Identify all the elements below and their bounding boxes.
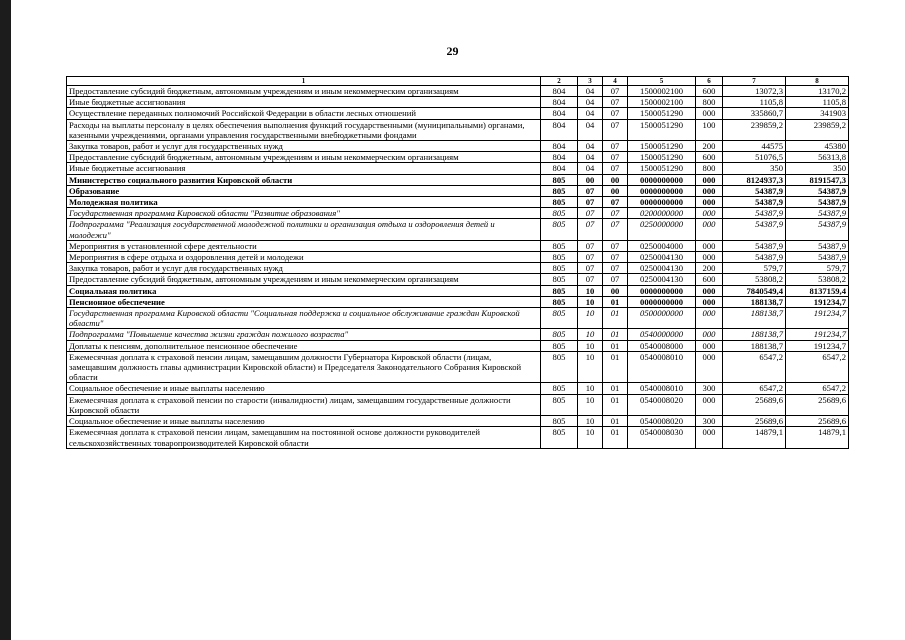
cell-subsection: 01 <box>603 329 628 340</box>
cell-amount-year-1: 335860,7 <box>723 108 786 119</box>
cell-department-code: 805 <box>541 240 578 251</box>
cell-amount-year-2: 191234,7 <box>786 308 849 329</box>
row-name: Доплаты к пенсиям, дополнительное пенсионное обеспечение <box>67 340 541 351</box>
cell-department-code: 804 <box>541 119 578 140</box>
cell-expense-type: 000 <box>696 340 723 351</box>
cell-amount-year-1: 188138,7 <box>723 308 786 329</box>
column-header-4: 4 <box>603 77 628 86</box>
row-name: Ежемесячная доплата к страховой пенсии по старости (инвалидности) лицам, замещавшим государственные должности Кировской области <box>67 394 541 415</box>
cell-amount-year-2: 191234,7 <box>786 340 849 351</box>
cell-subsection: 07 <box>603 119 628 140</box>
cell-department-code: 805 <box>541 274 578 285</box>
cell-section: 07 <box>578 185 603 196</box>
row-name: Закупка товаров, работ и услуг для государственных нужд <box>67 141 541 152</box>
column-header-2: 2 <box>541 77 578 86</box>
cell-amount-year-1: 239859,2 <box>723 119 786 140</box>
cell-section: 10 <box>578 329 603 340</box>
cell-target-article: 1500002100 <box>628 97 696 108</box>
cell-target-article: 1500051290 <box>628 119 696 140</box>
cell-target-article: 0250000000 <box>628 219 696 240</box>
table-row <box>67 263 849 274</box>
row-name: Пенсионное обеспечение <box>67 296 541 307</box>
cell-amount-year-1: 6547,2 <box>723 383 786 394</box>
cell-section: 04 <box>578 141 603 152</box>
column-header-3: 3 <box>578 77 603 86</box>
cell-expense-type: 100 <box>696 119 723 140</box>
table-row <box>67 108 849 119</box>
cell-expense-type: 000 <box>696 394 723 415</box>
cell-target-article: 1500051290 <box>628 108 696 119</box>
cell-subsection: 07 <box>603 141 628 152</box>
cell-amount-year-1: 54387,9 <box>723 252 786 263</box>
cell-expense-type: 200 <box>696 141 723 152</box>
table-row <box>67 285 849 296</box>
cell-subsection: 07 <box>603 274 628 285</box>
cell-amount-year-1: 1105,8 <box>723 97 786 108</box>
cell-subsection: 07 <box>603 86 628 97</box>
cell-amount-year-2: 54387,9 <box>786 208 849 219</box>
cell-expense-type: 300 <box>696 383 723 394</box>
cell-amount-year-1: 579,7 <box>723 263 786 274</box>
cell-subsection: 00 <box>603 174 628 185</box>
cell-department-code: 805 <box>541 383 578 394</box>
cell-amount-year-2: 56313,8 <box>786 152 849 163</box>
cell-target-article: 1500002100 <box>628 86 696 97</box>
cell-expense-type: 000 <box>696 197 723 208</box>
cell-subsection: 07 <box>603 219 628 240</box>
cell-department-code: 805 <box>541 416 578 427</box>
row-name: Предоставление субсидий бюджетным, автономным учреждениям и иным некоммерческим организациям <box>67 274 541 285</box>
cell-target-article: 0000000000 <box>628 296 696 307</box>
cell-expense-type: 000 <box>696 427 723 448</box>
table-row <box>67 152 849 163</box>
cell-amount-year-2: 191234,7 <box>786 296 849 307</box>
table-row <box>67 308 849 329</box>
cell-department-code: 805 <box>541 296 578 307</box>
table-row <box>67 383 849 394</box>
cell-expense-type: 000 <box>696 108 723 119</box>
row-name: Министерство социального развития Кировской области <box>67 174 541 185</box>
page-number: 29 <box>446 44 459 58</box>
cell-expense-type: 000 <box>696 296 723 307</box>
cell-expense-type: 200 <box>696 263 723 274</box>
table-row <box>67 274 849 285</box>
row-name: Ежемесячная доплата к страховой пенсии лицам, замещавшим на постоянной основе должности руководителей сельскохозяйственных товаропроизводителей Кировской области <box>67 427 541 448</box>
cell-amount-year-2: 45380 <box>786 141 849 152</box>
row-name: Иные бюджетные ассигнования <box>67 163 541 174</box>
cell-target-article: 0250004130 <box>628 274 696 285</box>
cell-amount-year-2: 54387,9 <box>786 185 849 196</box>
table-row <box>67 240 849 251</box>
cell-section: 07 <box>578 219 603 240</box>
table-row <box>67 174 849 185</box>
cell-department-code: 804 <box>541 152 578 163</box>
cell-department-code: 805 <box>541 252 578 263</box>
table-row <box>67 185 849 196</box>
cell-subsection: 01 <box>603 427 628 448</box>
cell-target-article: 0250004130 <box>628 252 696 263</box>
cell-amount-year-1: 188138,7 <box>723 296 786 307</box>
row-name: Социальное обеспечение и иные выплаты населению <box>67 383 541 394</box>
row-name: Ежемесячная доплата к страховой пенсии лицам, замещавшим должности Губернатора Кировской области (лицам, замещавшим должность главы администрации Кировской области) и Председателя Законодательного Собрания Кировской области <box>67 351 541 383</box>
table-row <box>67 163 849 174</box>
cell-subsection: 01 <box>603 296 628 307</box>
cell-amount-year-1: 54387,9 <box>723 240 786 251</box>
row-name: Государственная программа Кировской области "Социальная поддержка и социальное обслуживание граждан Кировской области" <box>67 308 541 329</box>
cell-expense-type: 600 <box>696 152 723 163</box>
cell-section: 07 <box>578 197 603 208</box>
cell-amount-year-2: 8191547,3 <box>786 174 849 185</box>
cell-expense-type: 000 <box>696 185 723 196</box>
cell-section: 10 <box>578 427 603 448</box>
cell-section: 10 <box>578 351 603 383</box>
table-row <box>67 141 849 152</box>
cell-department-code: 805 <box>541 285 578 296</box>
cell-subsection: 07 <box>603 240 628 251</box>
cell-section: 10 <box>578 285 603 296</box>
cell-target-article: 0540008000 <box>628 340 696 351</box>
cell-department-code: 805 <box>541 208 578 219</box>
cell-expense-type: 000 <box>696 240 723 251</box>
table-row <box>67 329 849 340</box>
cell-amount-year-1: 6547,2 <box>723 351 786 383</box>
cell-amount-year-2: 191234,7 <box>786 329 849 340</box>
cell-department-code: 805 <box>541 263 578 274</box>
cell-subsection: 01 <box>603 394 628 415</box>
cell-target-article: 0540008030 <box>628 427 696 448</box>
table-body <box>67 77 849 449</box>
cell-subsection: 00 <box>603 185 628 196</box>
cell-amount-year-2: 1105,8 <box>786 97 849 108</box>
cell-department-code: 805 <box>541 219 578 240</box>
cell-amount-year-2: 579,7 <box>786 263 849 274</box>
cell-expense-type: 800 <box>696 97 723 108</box>
cell-target-article: 0540008010 <box>628 351 696 383</box>
cell-subsection: 01 <box>603 340 628 351</box>
cell-expense-type: 000 <box>696 174 723 185</box>
cell-amount-year-1: 54387,9 <box>723 219 786 240</box>
cell-section: 04 <box>578 152 603 163</box>
table-row <box>67 219 849 240</box>
table-row <box>67 427 849 448</box>
row-name: Социальная политика <box>67 285 541 296</box>
cell-expense-type: 000 <box>696 285 723 296</box>
cell-amount-year-1: 14879,1 <box>723 427 786 448</box>
cell-target-article: 0540008010 <box>628 383 696 394</box>
row-name: Подпрограмма "Реализация государственной молодежной политики и организация отдыха и оздоровления детей и молодежи" <box>67 219 541 240</box>
cell-subsection: 01 <box>603 351 628 383</box>
row-name: Мероприятия в установленной сфере деятельности <box>67 240 541 251</box>
cell-expense-type: 000 <box>696 329 723 340</box>
cell-amount-year-1: 53808,2 <box>723 274 786 285</box>
cell-section: 07 <box>578 263 603 274</box>
cell-subsection: 07 <box>603 108 628 119</box>
row-name: Закупка товаров, работ и услуг для государственных нужд <box>67 263 541 274</box>
cell-amount-year-2: 239859,2 <box>786 119 849 140</box>
cell-target-article: 0250004130 <box>628 263 696 274</box>
cell-expense-type: 000 <box>696 252 723 263</box>
cell-department-code: 805 <box>541 197 578 208</box>
cell-amount-year-2: 8137159,4 <box>786 285 849 296</box>
cell-department-code: 805 <box>541 329 578 340</box>
column-header-1: 1 <box>67 77 541 86</box>
cell-amount-year-2: 6547,2 <box>786 383 849 394</box>
cell-amount-year-2: 13170,2 <box>786 86 849 97</box>
table-row <box>67 208 849 219</box>
cell-section: 07 <box>578 274 603 285</box>
cell-subsection: 07 <box>603 208 628 219</box>
column-header-7: 7 <box>723 77 786 86</box>
cell-expense-type: 600 <box>696 274 723 285</box>
cell-amount-year-2: 25689,6 <box>786 394 849 415</box>
cell-target-article: 0000000000 <box>628 174 696 185</box>
cell-section: 10 <box>578 308 603 329</box>
row-name: Молодежная политика <box>67 197 541 208</box>
header-row <box>67 77 849 86</box>
cell-department-code: 804 <box>541 86 578 97</box>
cell-target-article: 0250004000 <box>628 240 696 251</box>
cell-amount-year-1: 25689,6 <box>723 416 786 427</box>
cell-expense-type: 600 <box>696 86 723 97</box>
cell-expense-type: 000 <box>696 208 723 219</box>
cell-department-code: 805 <box>541 308 578 329</box>
row-name: Осуществление переданных полномочий Российской Федерации в области лесных отношений <box>67 108 541 119</box>
row-name: Расходы на выплаты персоналу в целях обеспечения выполнения функций государственными (муниципальными) органами, казенными учреждениями, органами управления государственными внебюджетными фондами <box>67 119 541 140</box>
table-row <box>67 252 849 263</box>
row-name: Государственная программа Кировской области "Развитие образования" <box>67 208 541 219</box>
cell-amount-year-1: 188138,7 <box>723 329 786 340</box>
cell-amount-year-2: 25689,6 <box>786 416 849 427</box>
cell-target-article: 1500051290 <box>628 163 696 174</box>
row-name: Социальное обеспечение и иные выплаты населению <box>67 416 541 427</box>
cell-subsection: 01 <box>603 416 628 427</box>
cell-expense-type: 000 <box>696 219 723 240</box>
cell-section: 04 <box>578 119 603 140</box>
table-row <box>67 416 849 427</box>
cell-amount-year-2: 54387,9 <box>786 240 849 251</box>
cell-subsection: 07 <box>603 152 628 163</box>
cell-amount-year-1: 8124937,3 <box>723 174 786 185</box>
cell-section: 04 <box>578 163 603 174</box>
cell-amount-year-1: 25689,6 <box>723 394 786 415</box>
cell-section: 00 <box>578 174 603 185</box>
cell-subsection: 00 <box>603 285 628 296</box>
cell-section: 10 <box>578 416 603 427</box>
cell-amount-year-1: 51076,5 <box>723 152 786 163</box>
cell-section: 10 <box>578 296 603 307</box>
cell-amount-year-2: 54387,9 <box>786 197 849 208</box>
cell-section: 07 <box>578 208 603 219</box>
cell-department-code: 804 <box>541 97 578 108</box>
cell-target-article: 0200000000 <box>628 208 696 219</box>
cell-amount-year-2: 6547,2 <box>786 351 849 383</box>
cell-section: 04 <box>578 108 603 119</box>
cell-amount-year-2: 54387,9 <box>786 219 849 240</box>
cell-department-code: 805 <box>541 340 578 351</box>
column-header-6: 6 <box>696 77 723 86</box>
row-name: Иные бюджетные ассигнования <box>67 97 541 108</box>
cell-amount-year-1: 13072,3 <box>723 86 786 97</box>
cell-target-article: 0000000000 <box>628 197 696 208</box>
cell-amount-year-1: 188138,7 <box>723 340 786 351</box>
cell-amount-year-2: 54387,9 <box>786 252 849 263</box>
cell-expense-type: 300 <box>696 416 723 427</box>
table-row <box>67 296 849 307</box>
cell-department-code: 805 <box>541 427 578 448</box>
cell-amount-year-1: 54387,9 <box>723 208 786 219</box>
table-row <box>67 394 849 415</box>
row-name: Мероприятия в сфере отдыха и оздоровления детей и молодежи <box>67 252 541 263</box>
row-name: Предоставление субсидий бюджетным, автономным учреждениям и иным некоммерческим организациям <box>67 152 541 163</box>
cell-department-code: 804 <box>541 163 578 174</box>
cell-expense-type: 000 <box>696 351 723 383</box>
cell-department-code: 804 <box>541 141 578 152</box>
budget-table <box>66 76 849 449</box>
cell-section: 10 <box>578 383 603 394</box>
cell-target-article: 0540008020 <box>628 394 696 415</box>
cell-target-article: 1500051290 <box>628 152 696 163</box>
cell-section: 10 <box>578 394 603 415</box>
cell-amount-year-1: 44575 <box>723 141 786 152</box>
cell-amount-year-1: 7840549,4 <box>723 285 786 296</box>
table-row <box>67 340 849 351</box>
table-row <box>67 86 849 97</box>
table-row <box>67 197 849 208</box>
cell-amount-year-1: 54387,9 <box>723 197 786 208</box>
cell-target-article: 0000000000 <box>628 185 696 196</box>
cell-department-code: 805 <box>541 394 578 415</box>
cell-amount-year-2: 350 <box>786 163 849 174</box>
row-name: Образование <box>67 185 541 196</box>
cell-section: 10 <box>578 340 603 351</box>
table-row <box>67 119 849 140</box>
cell-subsection: 01 <box>603 308 628 329</box>
row-name: Подпрограмма "Повышение качества жизни граждан пожилого возраста" <box>67 329 541 340</box>
row-name: Предоставление субсидий бюджетным, автономным учреждениям и иным некоммерческим организациям <box>67 86 541 97</box>
cell-target-article: 0000000000 <box>628 285 696 296</box>
cell-subsection: 07 <box>603 163 628 174</box>
cell-department-code: 804 <box>541 108 578 119</box>
column-header-5: 5 <box>628 77 696 86</box>
table-row <box>67 351 849 383</box>
cell-subsection: 01 <box>603 383 628 394</box>
scan-edge <box>0 0 11 640</box>
cell-target-article: 1500051290 <box>628 141 696 152</box>
cell-amount-year-1: 54387,9 <box>723 185 786 196</box>
cell-expense-type: 000 <box>696 308 723 329</box>
cell-section: 07 <box>578 252 603 263</box>
cell-target-article: 0540000000 <box>628 329 696 340</box>
cell-subsection: 07 <box>603 252 628 263</box>
cell-section: 04 <box>578 86 603 97</box>
cell-department-code: 805 <box>541 351 578 383</box>
cell-amount-year-1: 350 <box>723 163 786 174</box>
cell-target-article: 0540008020 <box>628 416 696 427</box>
cell-subsection: 07 <box>603 263 628 274</box>
cell-subsection: 07 <box>603 197 628 208</box>
cell-section: 07 <box>578 240 603 251</box>
cell-expense-type: 800 <box>696 163 723 174</box>
cell-department-code: 805 <box>541 174 578 185</box>
cell-target-article: 0500000000 <box>628 308 696 329</box>
cell-amount-year-2: 341903 <box>786 108 849 119</box>
column-header-8: 8 <box>786 77 849 86</box>
cell-amount-year-2: 14879,1 <box>786 427 849 448</box>
cell-section: 04 <box>578 97 603 108</box>
cell-subsection: 07 <box>603 97 628 108</box>
cell-department-code: 805 <box>541 185 578 196</box>
table-row <box>67 97 849 108</box>
cell-amount-year-2: 53808,2 <box>786 274 849 285</box>
